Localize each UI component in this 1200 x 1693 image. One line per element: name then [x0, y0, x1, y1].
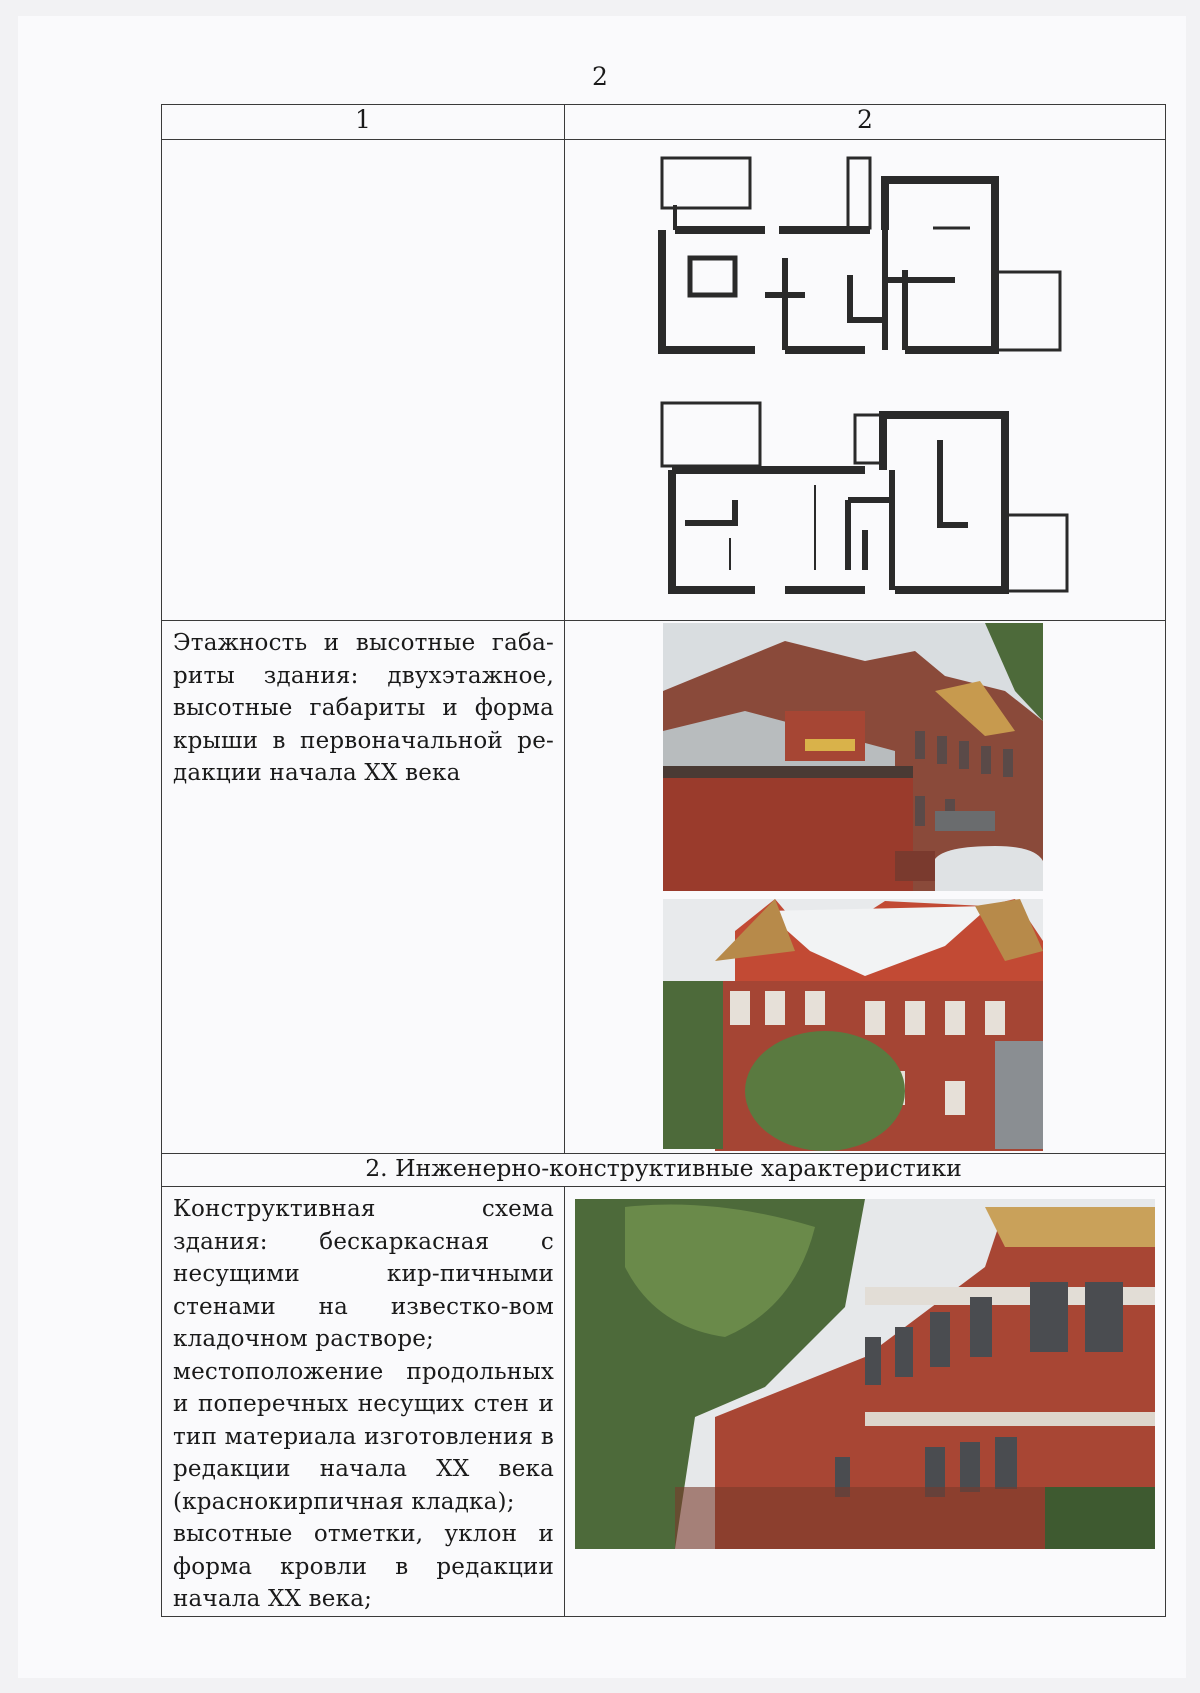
facade-photo — [565, 1187, 1166, 1573]
photo-corner-view — [663, 623, 1043, 891]
facade-photo-cell — [565, 1187, 1166, 1617]
floor-plan-drawings — [565, 140, 1166, 620]
floor-plans-cell — [565, 140, 1166, 621]
building-photos — [565, 621, 1166, 1153]
column-header-1: 1 — [162, 105, 565, 140]
building-photos-cell — [565, 621, 1166, 1154]
floors-description: Этажность и высотные габа-риты здания: двухэтажное, высотные габариты и форма крыши в первоначальной ре-дакции начала XX века — [173, 630, 554, 786]
characteristics-table — [161, 104, 1166, 1617]
description-cell — [162, 621, 565, 1154]
photo-side-view — [663, 899, 1043, 1151]
table-row — [162, 621, 1166, 1154]
walls-location-text: местоположение продольных и поперечных несущих стен и тип материала изготовления в редакции начала XX века (краснокирпичная кладка); — [173, 1358, 554, 1515]
table-row — [162, 1187, 1166, 1617]
first-floor-plan — [662, 158, 1060, 350]
second-floor-plan — [662, 403, 1067, 591]
page-number: 2 — [592, 62, 608, 91]
roof-text: высотные отметки, уклон и форма кровли в редакции начала XX века; — [173, 1521, 554, 1612]
column-header-2: 2 — [565, 105, 1166, 140]
section-heading-row — [162, 1154, 1166, 1187]
table-row — [162, 140, 1166, 621]
section-title: 2. Инженерно-конструктивные характеристики — [162, 1154, 1166, 1187]
table-header-row — [162, 105, 1166, 140]
structure-scheme-text: Конструктивная схема здания: бескаркасная с несущими кир-пичными стенами на известко-вом кладочном растворе; — [173, 1196, 554, 1352]
empty-desc-cell — [162, 140, 565, 621]
description-cell — [162, 1187, 565, 1617]
